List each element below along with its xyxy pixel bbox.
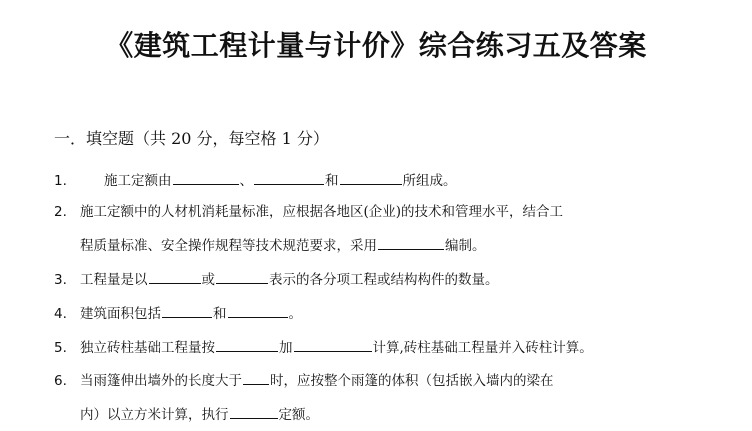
question-5 <box>54 337 593 357</box>
question-number: 2. <box>54 204 67 220</box>
question-text: 施工定额由 <box>104 173 172 189</box>
answer-blank[interactable] <box>173 170 239 185</box>
question-text: 程质量标准、安全操作规程等技术规范要求，采用 <box>80 238 377 254</box>
question-text: 和 <box>213 306 227 322</box>
answer-blank[interactable] <box>228 303 288 318</box>
question-text: 加 <box>279 340 293 356</box>
answer-blank[interactable] <box>378 235 444 250</box>
question-continuation <box>80 404 554 424</box>
question-text: 、 <box>239 173 253 189</box>
question-text: 所组成。 <box>402 173 457 189</box>
question-2 <box>54 203 563 255</box>
question-1 <box>54 170 457 190</box>
question-text: 定额。 <box>278 407 319 423</box>
question-4 <box>54 303 302 323</box>
answer-blank[interactable] <box>340 170 402 185</box>
question-text: 工程量是以 <box>80 272 148 288</box>
question-text: 表示的各分项工程或结构构件的数量。 <box>269 272 499 288</box>
question-text: 施工定额中的人材机消耗量标准，应根据各地区(企业)的技术和管理水平，结合工 <box>80 204 564 220</box>
question-text: 时，应按整个雨篷的体积（包括嵌入墙内的梁在 <box>270 373 554 389</box>
question-text: 内）以立方米计算，执行 <box>80 407 229 423</box>
question-text: 或 <box>201 272 215 288</box>
answer-blank[interactable] <box>216 337 278 352</box>
answer-blank[interactable] <box>294 337 372 352</box>
question-text: 编制。 <box>445 238 486 254</box>
answer-blank[interactable] <box>243 370 269 385</box>
question-text: 。 <box>288 306 302 322</box>
answer-blank[interactable] <box>216 269 268 284</box>
question-text: 独立砖柱基础工程量按 <box>80 340 215 356</box>
answer-blank[interactable] <box>254 170 324 185</box>
answer-blank[interactable] <box>162 303 212 318</box>
question-text: 计算,砖柱基础工程量并入砖柱计算。 <box>372 340 593 356</box>
question-continuation <box>80 235 563 255</box>
question-number: 1. <box>54 173 67 189</box>
question-3 <box>54 269 499 289</box>
answer-blank[interactable] <box>149 269 201 284</box>
question-number: 4. <box>54 306 67 322</box>
question-number: 3. <box>54 272 67 288</box>
document-title: 《建筑工程计量与计价》综合练习五及答案 <box>105 29 647 62</box>
question-number: 5. <box>54 340 67 356</box>
question-6 <box>54 370 554 424</box>
question-number: 6. <box>54 373 67 389</box>
question-text: 当雨篷伸出墙外的长度大于 <box>80 373 242 389</box>
section-heading: 一．填空题（共 20 分，每空格 1 分） <box>54 129 329 148</box>
answer-blank[interactable] <box>230 404 278 419</box>
question-text: 建筑面积包括 <box>80 306 161 322</box>
question-text: 和 <box>325 173 339 189</box>
